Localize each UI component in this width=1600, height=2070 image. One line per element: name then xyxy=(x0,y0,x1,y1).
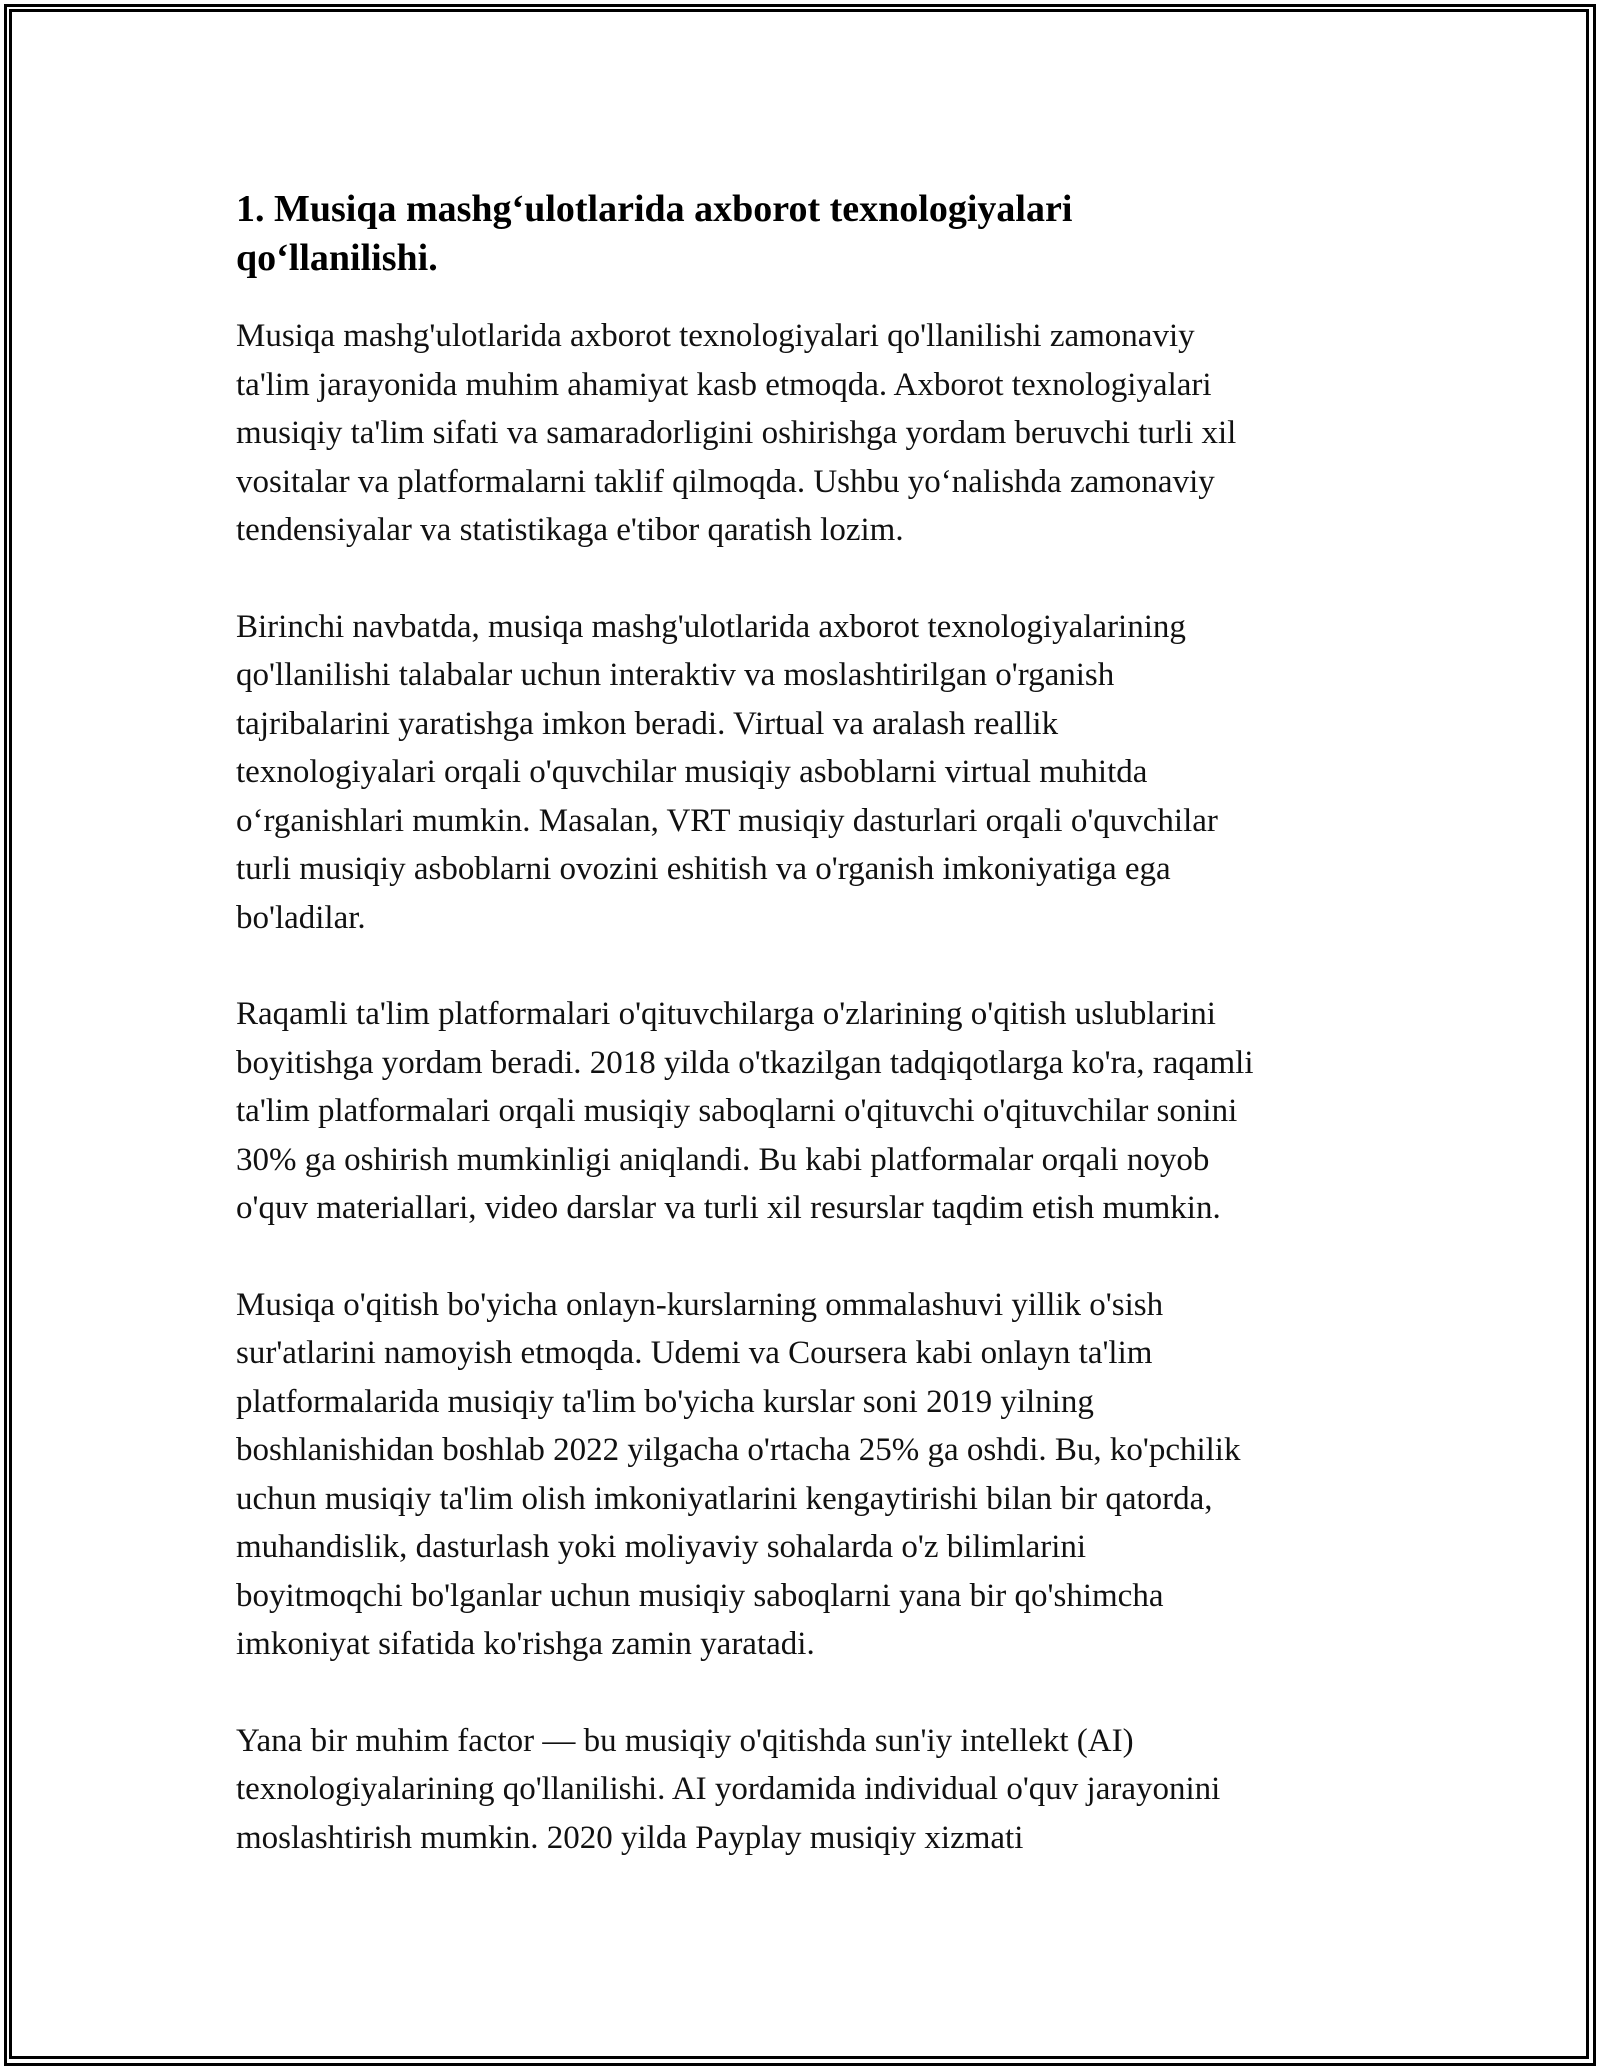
paragraph-line: qo'llanilishi talabalar uchun interaktiv va moslashtirilgan o'rganish xyxy=(236,657,1115,693)
paragraph-line: ta'lim jarayonida muhim ahamiyat kasb etmoqda. Axborot texnologiyalari xyxy=(236,366,1212,403)
paragraph-2 xyxy=(236,603,1376,943)
paragraph-line: bo'ladilar. xyxy=(236,899,366,936)
paragraph-line: sur'atlarini namoyish etmoqda. Udemi va Coursera kabi onlayn ta'lim xyxy=(236,1335,1153,1371)
paragraph-line: imkoniyat sifatida ko'rishga zamin yaratadi. xyxy=(236,1626,815,1662)
paragraph-line: 30% ga oshirish mumkinligi aniqlandi. Bu kabi platformalar orqali noyob xyxy=(236,1141,1210,1178)
paragraph-3 xyxy=(236,990,1376,1233)
paragraph-line: o‘rganishlari mumkin. Masalan, VRT musiqiy dasturlari orqali o'quvchilar xyxy=(236,802,1218,839)
paragraph-line: boyitmoqchi bo'lganlar uchun musiqiy saboqlarni yana bir qo'shimcha xyxy=(236,1577,1164,1614)
section-heading-line-2: qo‘llanilishi. xyxy=(236,237,438,279)
paragraph-line: turli musiqiy asboblarni ovozini eshitish va o'rganish imkoniyatiga ega xyxy=(236,851,1171,887)
paragraph-1 xyxy=(236,312,1376,555)
paragraph-line: uchun musiqiy ta'lim olish imkoniyatlarini kengaytirishi bilan bir qatorda, xyxy=(236,1480,1213,1517)
paragraph-line: Musiqa o'qitish bo'yicha onlayn-kurslarning ommalashuvi yillik o'sish xyxy=(236,1286,1164,1323)
paragraph-4 xyxy=(236,1281,1376,1669)
paragraph-line: texnologiyalari orqali o'quvchilar musiqiy asboblarni virtual muhitda xyxy=(236,754,1148,790)
paragraph-line: Raqamli ta'lim platformalari o'qituvchilarga o'zlarining o'qitish uslublarini xyxy=(236,996,1216,1032)
paragraph-line: platformalarida musiqiy ta'lim bo'yicha kurslar soni 2019 yilning xyxy=(236,1383,1094,1420)
paragraph-line: o'quv materiallari, video darslar va turli xil resurslar taqdim etish mumkin. xyxy=(236,1190,1221,1226)
paragraph-line: moslashtirish mumkin. 2020 yilda Payplay musiqiy xizmati xyxy=(236,1819,1024,1856)
paragraph-line: vositalar va platformalarni taklif qilmoqda. Ushbu yo‘nalishda zamonaviy xyxy=(236,463,1215,500)
paragraph-line: boyitishga yordam beradi. 2018 yilda o'tkazilgan tadqiqotlarga ko'ra, raqamli xyxy=(236,1044,1254,1081)
paragraph-line: boshlanishidan boshlab 2022 yilgacha o'rtacha 25% ga oshdi. Bu, ko'pchilik xyxy=(236,1432,1241,1468)
paragraph-line: Musiqa mashg'ulotlarida axborot texnologiyalari qo'llanilishi zamonaviy xyxy=(236,318,1195,354)
paragraph-list xyxy=(236,312,1376,1862)
paragraph-line: tajribalarini yaratishga imkon beradi. Virtual va aralash reallik xyxy=(236,705,1059,742)
paragraph-line: tendensiyalar va statistikaga e'tibor qaratish lozim. xyxy=(236,512,904,548)
paragraph-line: musiqiy ta'lim sifati va samaradorligini oshirishga yordam beruvchi turli xil xyxy=(236,415,1237,451)
paragraph-line: muhandislik, dasturlash yoki moliyaviy sohalarda o'z bilimlarini xyxy=(236,1529,1087,1565)
section-heading-line-1: 1. Musiqa mashg‘ulotlarida axborot texnologiyalari xyxy=(236,188,1073,230)
section-heading xyxy=(236,185,1376,283)
paragraph-line: ta'lim platformalari orqali musiqiy saboqlarni o'qituvchi o'qituvchilar sonini xyxy=(236,1093,1238,1129)
paragraph-line: Yana bir muhim factor — bu musiqiy o'qitishda sun'iy intellekt (AI) xyxy=(236,1722,1134,1759)
paragraph-5 xyxy=(236,1717,1376,1863)
paragraph-line: Birinchi navbatda, musiqa mashg'ulotlarida axborot texnologiyalarining xyxy=(236,608,1186,645)
document-body xyxy=(236,185,1376,1910)
paragraph-line: texnologiyalarining qo'llanilishi. AI yordamida individual o'quv jarayonini xyxy=(236,1771,1221,1807)
